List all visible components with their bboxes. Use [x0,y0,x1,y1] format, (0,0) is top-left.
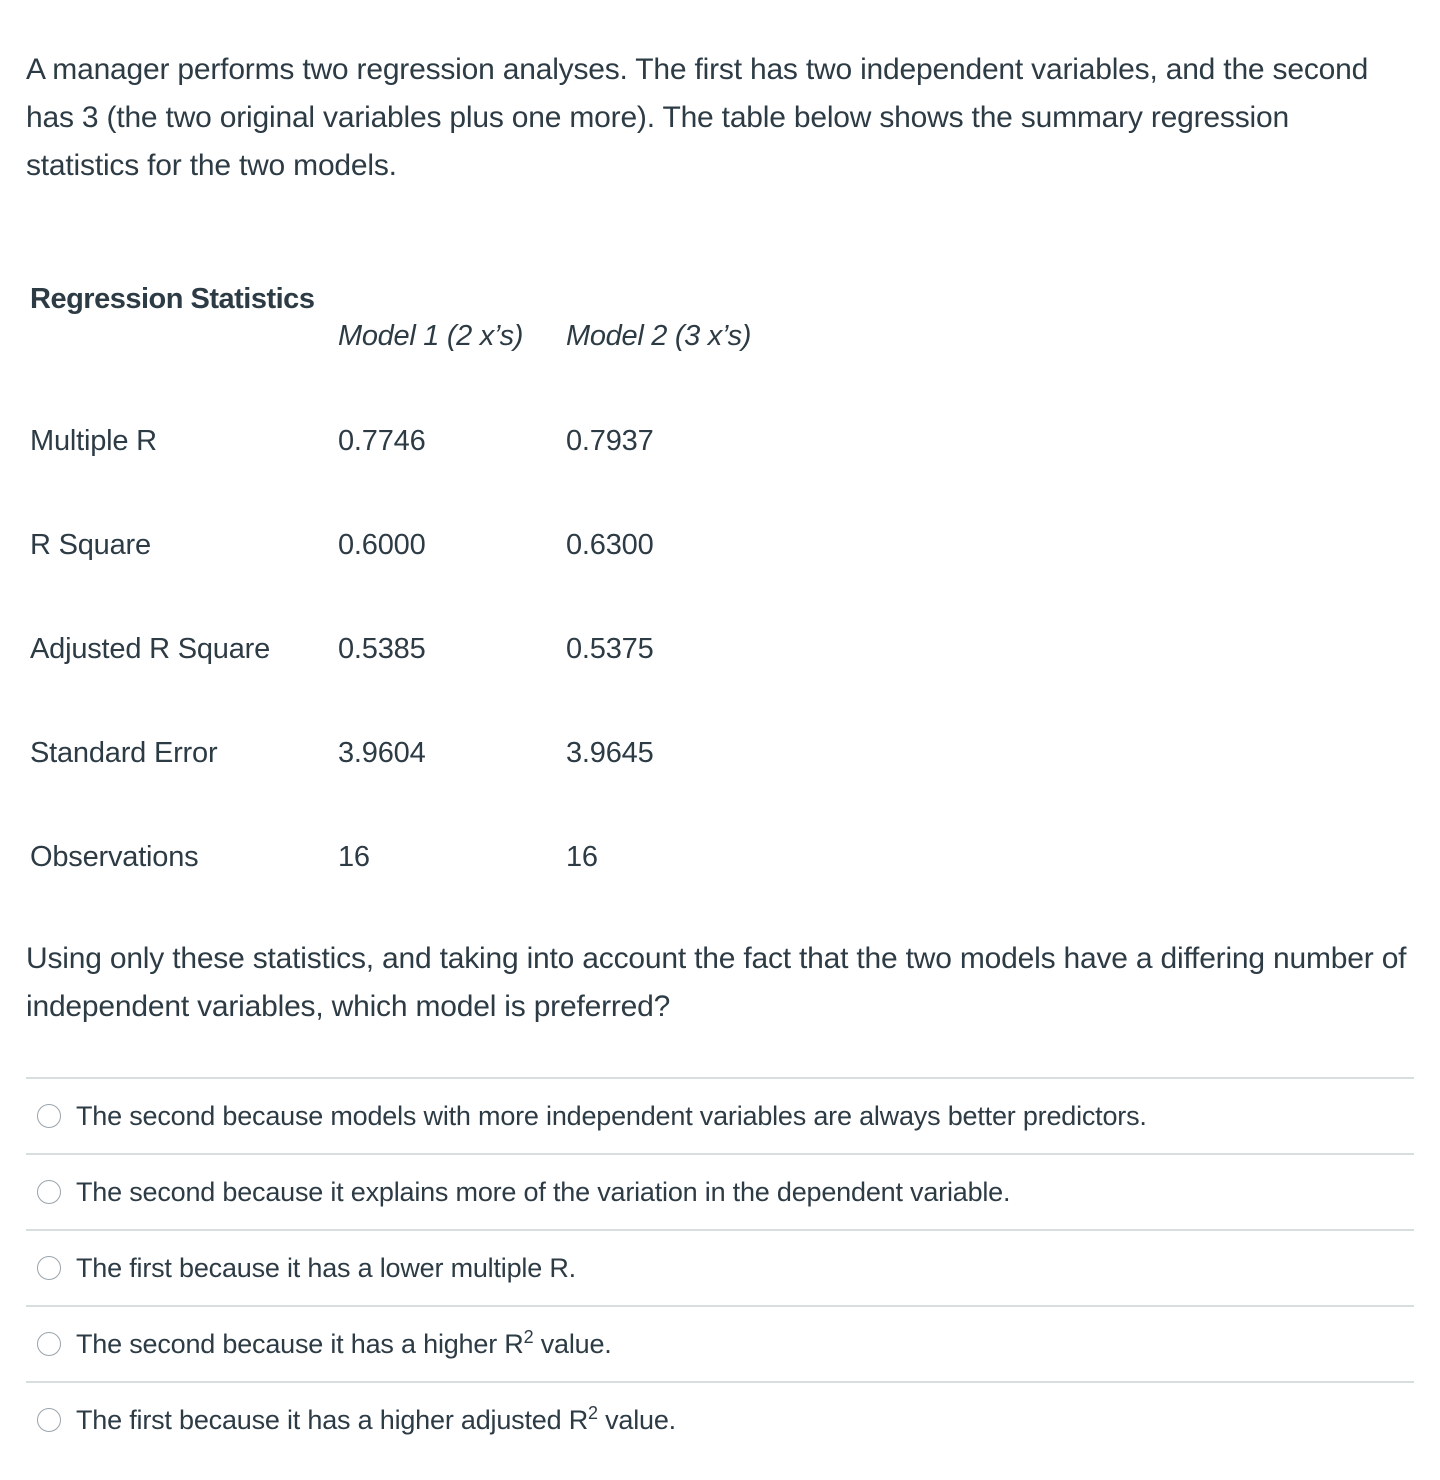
row-label: Multiple R [30,425,157,457]
answer-label-text: The first because it has a higher adjusted R [76,1404,588,1435]
answer-option[interactable] [26,1153,1414,1229]
model-1-value: 0.6000 [338,529,426,561]
answer-label: The second because models with more independent variables are always better predictors. [76,1100,1147,1131]
row-label: R Square [30,529,151,561]
table-title: Regression Statistics [30,283,315,315]
answer-label-text: The second because it has a higher R [76,1328,524,1359]
row-label: Observations [30,841,199,873]
question-intro: A manager performs two regression analyses. The first has two independent variables, and the second has 3 (the two original variables plus one more). The table below shows the summary regression statistics for the two models. [26,53,1369,182]
radio-button[interactable] [37,1104,61,1128]
model-1-value: 3.9604 [338,737,426,769]
model-2-value: 3.9645 [566,737,654,769]
answer-label: The first because it has a lower multiple R. [76,1252,576,1283]
row-label: Standard Error [30,737,218,769]
answer-option[interactable] [26,1077,1414,1153]
column-header-model-1: Model 1 (2 x’s) [338,320,524,352]
answer-label-suffix: value. [533,1328,612,1359]
radio-button[interactable] [37,1180,61,1204]
model-2-value: 0.6300 [566,529,654,561]
column-header-model-2: Model 2 (3 x’s) [566,320,752,352]
model-1-value: 16 [338,841,370,873]
model-1-value: 0.7746 [338,425,426,457]
question-text: Using only these statistics, and taking into account the fact that the two models have a differing number of independent variables, which model is preferred? [26,942,1407,1023]
radio-button[interactable] [37,1332,61,1356]
radio-button[interactable] [37,1408,61,1432]
model-2-value: 0.5375 [566,633,654,665]
model-1-value: 0.5385 [338,633,426,665]
answer-option[interactable] [26,1381,1414,1457]
model-2-value: 0.7937 [566,425,654,457]
model-2-value: 16 [566,841,598,873]
answer-label [76,1326,612,1360]
superscript: 2 [588,1402,598,1423]
answer-label [76,1402,676,1436]
answer-option[interactable] [26,1229,1414,1305]
answer-label: The second because it explains more of the variation in the dependent variable. [76,1176,1011,1207]
answer-list [26,1077,1414,1457]
row-label: Adjusted R Square [30,633,271,665]
radio-button[interactable] [37,1256,61,1280]
superscript: 2 [523,1326,534,1347]
answer-label-suffix: value. [597,1404,676,1435]
answer-option[interactable] [26,1305,1414,1381]
